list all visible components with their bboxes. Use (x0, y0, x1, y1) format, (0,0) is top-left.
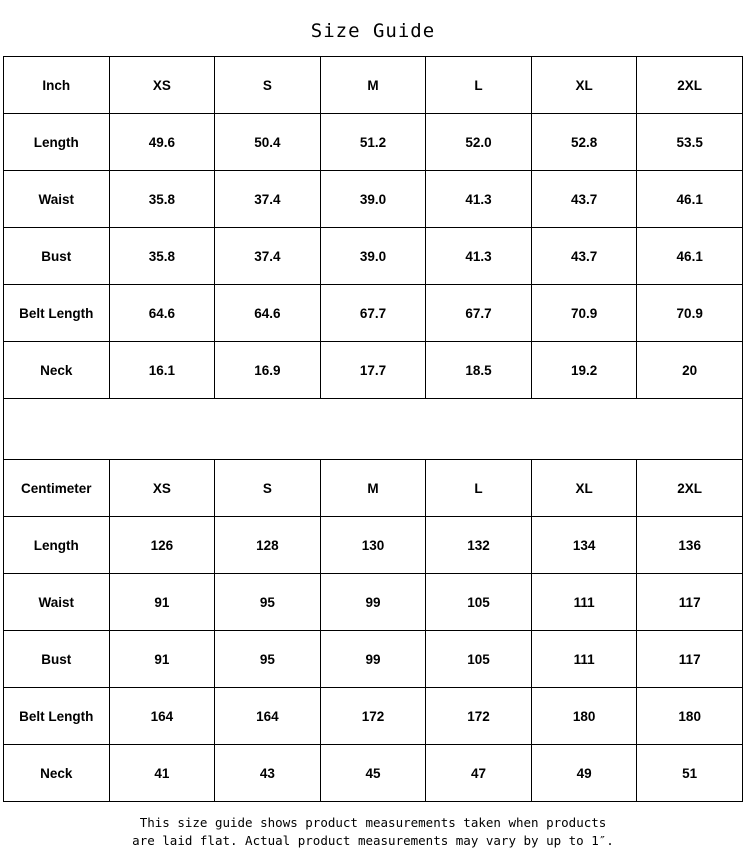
cell-neck-2xl: 20 (637, 342, 743, 399)
table-separator (3, 399, 743, 459)
table-row (4, 745, 743, 802)
table-row (4, 342, 743, 399)
column-header-s: S (215, 57, 321, 114)
column-header-m: M (320, 460, 426, 517)
cell-bust-2xl: 46.1 (637, 228, 743, 285)
table-row (4, 688, 743, 745)
column-header-xs: XS (109, 57, 215, 114)
cell-belt-length-l: 67.7 (426, 285, 532, 342)
cell-waist-s: 37.4 (215, 171, 321, 228)
cell-neck-l: 47 (426, 745, 532, 802)
row-label-neck: Neck (4, 745, 110, 802)
cell-belt-length-xs: 64.6 (109, 285, 215, 342)
footnote (3, 802, 743, 850)
cell-bust-l: 105 (426, 631, 532, 688)
cell-length-s: 50.4 (215, 114, 321, 171)
footnote-line-2: are laid flat. Actual product measurements may vary by up to 1″. (132, 833, 614, 848)
cell-neck-xs: 16.1 (109, 342, 215, 399)
cell-length-l: 132 (426, 517, 532, 574)
cell-bust-xs: 35.8 (109, 228, 215, 285)
table-row (4, 228, 743, 285)
cell-neck-m: 17.7 (320, 342, 426, 399)
table-header-row (4, 57, 743, 114)
cell-belt-length-xl: 70.9 (531, 285, 637, 342)
cell-length-xl: 52.8 (531, 114, 637, 171)
cell-waist-l: 105 (426, 574, 532, 631)
cell-belt-length-s: 164 (215, 688, 321, 745)
cell-bust-2xl: 117 (637, 631, 743, 688)
cell-bust-l: 41.3 (426, 228, 532, 285)
table-row (4, 171, 743, 228)
cell-neck-m: 45 (320, 745, 426, 802)
cell-bust-s: 37.4 (215, 228, 321, 285)
cell-belt-length-2xl: 180 (637, 688, 743, 745)
row-label-bust: Bust (4, 631, 110, 688)
row-label-belt-length: Belt Length (4, 285, 110, 342)
cell-belt-length-m: 172 (320, 688, 426, 745)
cell-belt-length-2xl: 70.9 (637, 285, 743, 342)
column-header-2xl: 2XL (637, 460, 743, 517)
unit-header-inch: Inch (4, 57, 110, 114)
cell-length-xs: 49.6 (109, 114, 215, 171)
column-header-xl: XL (531, 460, 637, 517)
column-header-xs: XS (109, 460, 215, 517)
cell-neck-xl: 19.2 (531, 342, 637, 399)
cell-bust-xs: 91 (109, 631, 215, 688)
column-header-xl: XL (531, 57, 637, 114)
cell-length-xl: 134 (531, 517, 637, 574)
row-label-length: Length (4, 114, 110, 171)
column-header-2xl: 2XL (637, 57, 743, 114)
cell-waist-2xl: 117 (637, 574, 743, 631)
column-header-l: L (426, 57, 532, 114)
cell-bust-m: 99 (320, 631, 426, 688)
column-header-s: S (215, 460, 321, 517)
cell-length-2xl: 136 (637, 517, 743, 574)
column-header-l: L (426, 460, 532, 517)
cell-length-s: 128 (215, 517, 321, 574)
cell-belt-length-xl: 180 (531, 688, 637, 745)
cell-waist-l: 41.3 (426, 171, 532, 228)
cell-neck-l: 18.5 (426, 342, 532, 399)
inch-size-table (3, 56, 743, 399)
footnote-line-1: This size guide shows product measurements taken when products (139, 815, 607, 830)
row-label-waist: Waist (4, 574, 110, 631)
table-row (4, 574, 743, 631)
cell-belt-length-s: 64.6 (215, 285, 321, 342)
cell-bust-xl: 43.7 (531, 228, 637, 285)
row-label-neck: Neck (4, 342, 110, 399)
cell-length-m: 130 (320, 517, 426, 574)
row-label-bust: Bust (4, 228, 110, 285)
table-row (4, 631, 743, 688)
centimeter-size-table (3, 459, 743, 802)
cell-waist-xl: 43.7 (531, 171, 637, 228)
row-label-belt-length: Belt Length (4, 688, 110, 745)
table-row (4, 517, 743, 574)
cell-waist-m: 39.0 (320, 171, 426, 228)
cell-waist-s: 95 (215, 574, 321, 631)
cell-length-2xl: 53.5 (637, 114, 743, 171)
cell-length-m: 51.2 (320, 114, 426, 171)
cell-bust-m: 39.0 (320, 228, 426, 285)
cell-neck-2xl: 51 (637, 745, 743, 802)
cell-belt-length-m: 67.7 (320, 285, 426, 342)
cell-length-l: 52.0 (426, 114, 532, 171)
column-header-m: M (320, 57, 426, 114)
cell-waist-xl: 111 (531, 574, 637, 631)
cell-neck-s: 43 (215, 745, 321, 802)
cell-bust-s: 95 (215, 631, 321, 688)
cell-waist-xs: 91 (109, 574, 215, 631)
cell-length-xs: 126 (109, 517, 215, 574)
page-title: Size Guide (310, 20, 436, 42)
cell-waist-xs: 35.8 (109, 171, 215, 228)
cell-belt-length-l: 172 (426, 688, 532, 745)
cell-waist-m: 99 (320, 574, 426, 631)
cell-waist-2xl: 46.1 (637, 171, 743, 228)
cell-neck-xl: 49 (531, 745, 637, 802)
table-row (4, 114, 743, 171)
cell-neck-xs: 41 (109, 745, 215, 802)
unit-header-centimeter: Centimeter (4, 460, 110, 517)
row-label-waist: Waist (4, 171, 110, 228)
cell-belt-length-xs: 164 (109, 688, 215, 745)
table-header-row (4, 460, 743, 517)
row-label-length: Length (4, 517, 110, 574)
cell-bust-xl: 111 (531, 631, 637, 688)
table-row (4, 285, 743, 342)
cell-neck-s: 16.9 (215, 342, 321, 399)
